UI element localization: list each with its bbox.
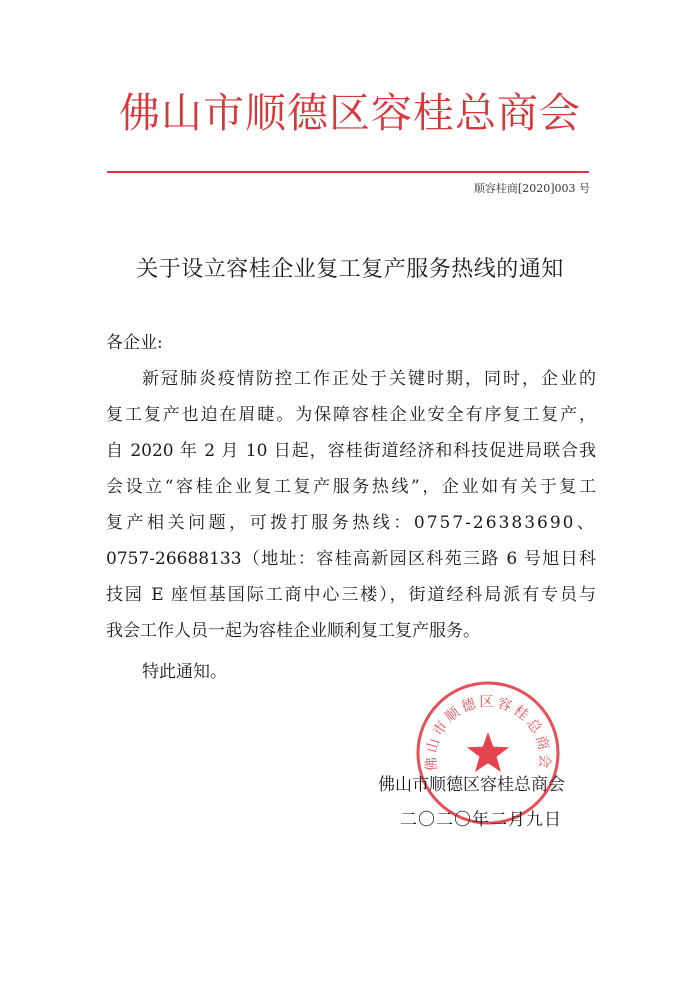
document-number: 顺容桂商[2020]003 号	[473, 182, 590, 195]
closing-remark: 特此通知。	[142, 662, 227, 682]
seal-text: 佛山市顺德区容桂总商会	[423, 694, 553, 772]
signature-date: 二〇二〇年二月九日	[400, 810, 562, 830]
body-line: 复产相关问题，可拨打服务热线：0757-26383690、	[106, 513, 596, 533]
body-line: 技园 E 座恒基国际工商中心三楼），街道经科局派有专员与	[106, 585, 596, 605]
notice-body	[106, 361, 596, 649]
body-line: 会设立“容桂企业复工复产服务热线”，企业如有关于复工	[106, 477, 596, 497]
letterhead-title: 佛山市顺德区容桂总商会	[119, 89, 581, 137]
body-line: 我会工作人员一起为容桂企业顺利复工复产服务。	[106, 621, 480, 641]
body-line: 自 2020 年 2 月 10 日起，容桂街道经济和科技促进局联合我	[106, 441, 596, 461]
salutation: 各企业:	[106, 333, 163, 353]
body-line: 复工复产也迫在眉睫。为保障容桂企业安全有序复工复产，	[106, 405, 596, 425]
star-icon	[467, 732, 509, 772]
body-line: 新冠肺炎疫情防控工作正处于关键时期，同时，企业的	[142, 369, 596, 389]
notice-title: 关于设立容桂企业复工复产服务热线的通知	[136, 257, 564, 282]
body-line: 0757-26688133（地址：容桂高新园区科苑三路 6 号旭日科	[106, 549, 596, 569]
letterhead-divider	[107, 171, 589, 173]
signature-organization: 佛山市顺德区容桂总商会	[378, 775, 565, 795]
